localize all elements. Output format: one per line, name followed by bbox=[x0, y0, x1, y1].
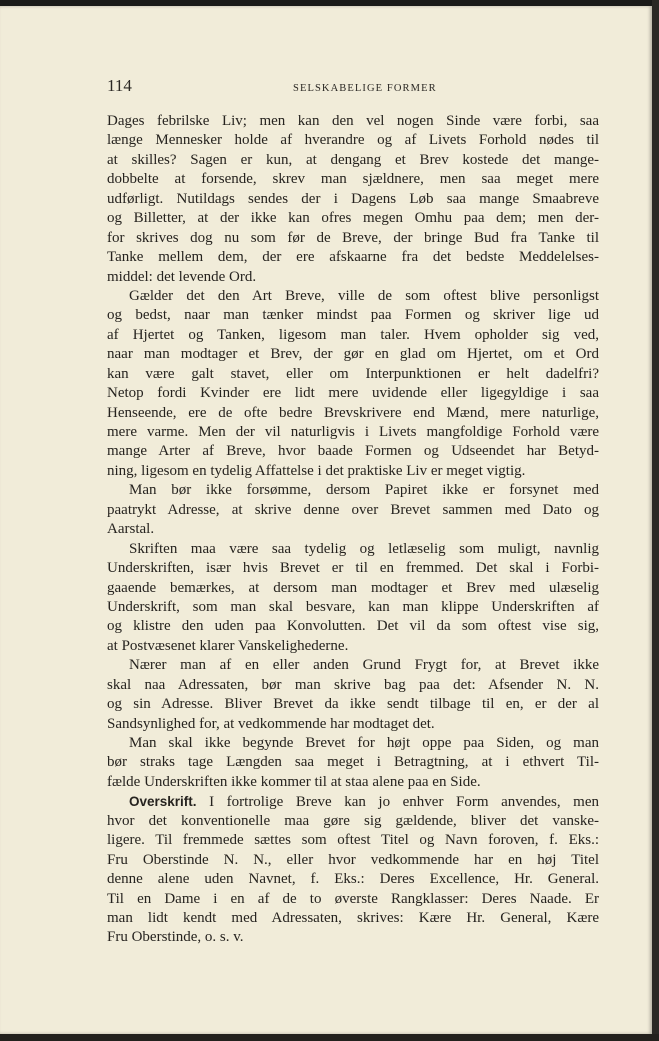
text-line: Nærer man af en eller anden Grund Frygt for, at Brevet ikke bbox=[129, 657, 599, 674]
text-line: af Hjertet og Tanken, ligesom man taler. Hvem opholder sig ved, bbox=[107, 326, 599, 343]
text-line: Henseende, ere de ofte bedre Brevskrivere end Mænd, mere naturlige, bbox=[107, 404, 599, 421]
text-line: middel: det levende Ord. bbox=[107, 268, 257, 285]
section-heading: Overskrift. bbox=[129, 794, 197, 810]
text-line: Underskriften, især hvis Brevet er til en fremmed. Det skal i Forbi- bbox=[107, 560, 599, 577]
text-line: kan være galt stavet, eller om Interpunktionen er helt dadelfri? bbox=[107, 365, 599, 382]
body-text bbox=[107, 112, 599, 948]
text-line: paatrykt Adresse, at skrive denne over Brevet sammen med Dato og bbox=[107, 501, 599, 518]
text-line: Aarstal. bbox=[107, 521, 155, 538]
text-line: Gælder det den Art Breve, ville de som oftest blive personligst bbox=[129, 287, 599, 304]
text-line: for skrives dog nu som før de Breve, der bringe Bud fra Tanke til bbox=[107, 229, 599, 246]
text-line: Skriften maa være saa tydelig og letlæselig som muligt, navnlig bbox=[129, 540, 599, 557]
text-line: Fru Oberstinde, o. s. v. bbox=[107, 929, 244, 946]
text-line: at Postvæsenet klarer Vanskelighederne. bbox=[107, 637, 349, 654]
text-line: Man skal ikke begynde Brevet for højt oppe paa Siden, og man bbox=[129, 735, 599, 751]
text-line: bør straks tage Længden saa meget i Betragtning, at i ethvert Til- bbox=[107, 754, 599, 771]
text-line: naar man modtager et Brev, der gør en glad om Hjertet, om et Ord bbox=[107, 346, 599, 363]
text-line: og bedst, naar man tænker mindst paa Formen og skriver lige ud bbox=[107, 307, 599, 324]
text-line: Dages febrilske Liv; men kan den vel nogen Sinde være forbi, saa bbox=[107, 113, 599, 129]
page-number: 114 bbox=[107, 76, 132, 95]
running-head: SELSKABELIGE FORMER bbox=[293, 83, 437, 94]
text-line: Fru Oberstinde N. N., eller hvor vedkommende har en høj Titel bbox=[107, 851, 599, 868]
text-line: Underskrift, som man skal besvare, kan man klippe Underskriften af bbox=[107, 598, 599, 615]
text-line: Netop fordi Kvinder ere lidt mere uvidende eller ligegyldige i saa bbox=[107, 385, 599, 402]
text-line: og klistre den uden paa Konvolutten. Det vil da som oftest vise sig, bbox=[107, 618, 599, 635]
section-first-line bbox=[107, 792, 599, 811]
text-line: ligere. Til fremmede sættes som oftest Titel og Navn foroven, f. Eks.: bbox=[107, 832, 599, 849]
text-line: længe Mennesker holde af hverandre og af Livets Forhold nødes til bbox=[107, 132, 599, 149]
text-line: Sandsynlighed for, at vedkommende har modtaget det. bbox=[107, 715, 435, 732]
text-line: gaaende bemærkes, at dersom man modtager et Brev med ulæselig bbox=[107, 579, 599, 596]
text-line: ning, ligesom en tydelig Affattelse i det praktiske Liv er meget vigtig. bbox=[107, 462, 526, 479]
text-line: denne alene uden Navnet, f. Eks.: Deres Excellence, Hr. General. bbox=[107, 871, 599, 888]
text-line: mange Arter af Breve, hvor baade Formen og Udseendet har Betyd- bbox=[107, 443, 599, 460]
paragraph-lines bbox=[107, 112, 599, 792]
text-line: hvor det konventionelle maa gøre sig gældende, bliver det vanske- bbox=[107, 812, 599, 829]
text-line: og sin Adresse. Bliver Brevet da ikke sendt tilbage til en, er der al bbox=[107, 696, 599, 713]
text-line: dobbelte at forsende, skrev man sjældnere, men saa meget mere bbox=[107, 171, 599, 188]
text-line: udførligt. Nutildags sendes der i Dagens Løb saa mange Smaabreve bbox=[107, 190, 599, 207]
section-first-line-text: I fortrolige Breve kan jo enhver Form anvendes, men bbox=[209, 794, 600, 811]
text-line: at skilles? Sagen er kun, at dengang et Brev kostede det mange- bbox=[107, 151, 599, 168]
page-edge-right bbox=[652, 0, 659, 1041]
text-line: og Billetter, at der ikke kan ofres megen Omhu paa dem; men der- bbox=[107, 210, 599, 227]
text-line: man lidt kendt med Adressaten, skrives: Kære Hr. General, Kære bbox=[107, 909, 599, 926]
text-line: Til en Dame i en af de to øverste Rangklasser: Deres Naade. Er bbox=[107, 890, 599, 907]
page-edge-bottom bbox=[0, 1034, 659, 1041]
text-line: Man bør ikke forsømme, dersom Papiret ikke er forsynet med bbox=[129, 482, 599, 499]
text-line: Tanke mellem dem, der ere afskaarne fra det bedste Meddelelses- bbox=[107, 249, 599, 266]
page-header bbox=[107, 76, 599, 98]
section-overskrift bbox=[107, 792, 599, 948]
text-line: mere varme. Men der vil naturligvis i Livets mangfoldige Forhold være bbox=[107, 424, 599, 440]
text-line: fælde Underskriften ikke kommer til at staa alene paa en Side. bbox=[107, 773, 481, 790]
text-line: skal naa Adressaten, bør man skrive bag paa det: Afsender N. N. bbox=[107, 676, 599, 693]
